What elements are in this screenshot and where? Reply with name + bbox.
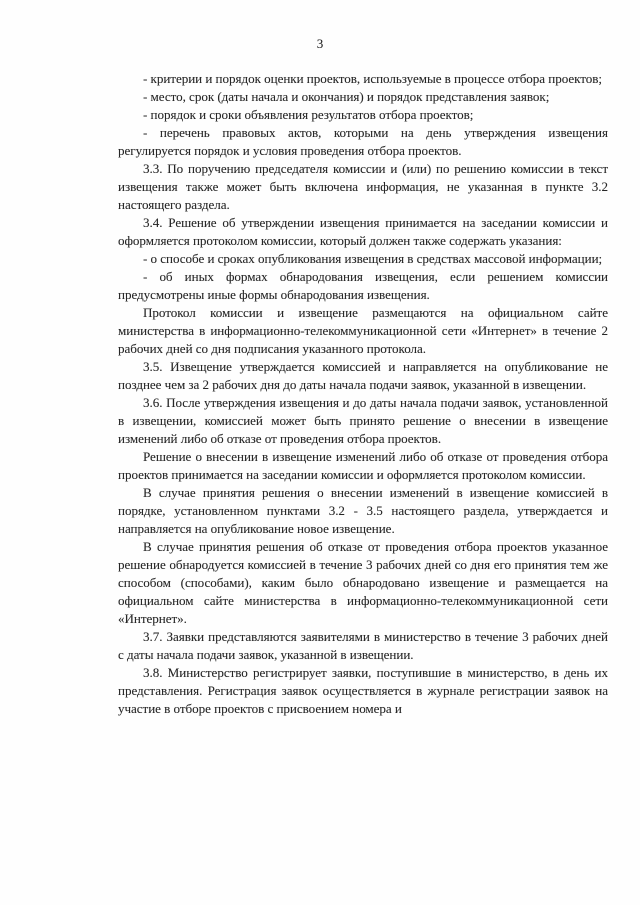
paragraph-submission-place: - место, срок (даты начала и окончания) и порядок представления заявок;	[143, 89, 550, 104]
paragraph-cancellation: В случае принятия решения об отказе от проведения отбора проектов указанное решение обнародуется комиссией в течение 3 рабочих дней со дня его принятия тем же способом (способами), каким было обнародовано извещение и размещается на официальном сайте министерства в информационно-телекоммуникационной сети «Интернет».	[118, 539, 608, 626]
paragraph-3-8: 3.8. Министерство регистрирует заявки, поступившие в министерство, в день их представления. Регистрация заявок осуществляется в журнале регистрации заявок на участие в отборе проектов с присвоением номера и	[118, 665, 608, 716]
paragraph-other-forms: - об иных формах обнародования извещения, если решением комиссии предусмотрены иные формы обнародования извещения.	[118, 269, 608, 302]
paragraph-changes-decision: Решение о внесении в извещение изменений либо об отказе от проведения отбора проектов принимается на заседании комиссии и оформляется протоколом комиссии.	[118, 449, 608, 482]
paragraph-3-5: 3.5. Извещение утверждается комиссией и направляется на опубликование не позднее чем за 2 рабочих дня до даты начала подачи заявок, указанной в извещении.	[118, 359, 608, 392]
paragraph-publication-method: - о способе и сроках опубликования извещения в средствах массовой информации;	[143, 251, 603, 266]
paragraph-legal-acts: - перечень правовых актов, которыми на день утверждения извещения регулируется порядок и условия проведения отбора проектов.	[118, 125, 608, 158]
paragraph-3-3: 3.3. По поручению председателя комиссии и (или) по решению комиссии в текст извещения также может быть включена информация, не указанная в пункте 3.2 настоящего раздела.	[118, 161, 608, 212]
paragraph-protocol-posting: Протокол комиссии и извещение размещаются на официальном сайте министерства в информационно-телекоммуникационной сети «Интернет» в течение 2 рабочих дней со дня подписания указанного протокола.	[118, 305, 608, 356]
document-body	[118, 70, 608, 718]
paragraph-3-6: 3.6. После утверждения извещения и до даты начала подачи заявок, установленной в извещении, комиссией может быть принято решение о внесении в извещение изменений либо об отказе от проведения отбора проектов.	[118, 395, 608, 446]
paragraph-new-notice: В случае принятия решения о внесении изменений в извещение комиссией в порядке, установленном пунктами 3.2 - 3.5 настоящего раздела, утверждается и направляется на опубликование новое извещение.	[118, 485, 608, 536]
paragraph-3-4: 3.4. Решение об утверждении извещения принимается на заседании комиссии и оформляется протоколом комиссии, который должен также содержать указания:	[118, 215, 608, 248]
page-number: 3	[316, 36, 324, 51]
paragraph-results-announcement: - порядок и сроки объявления результатов отбора проектов;	[143, 107, 474, 122]
paragraph-3-7: 3.7. Заявки представляются заявителями в министерство в течение 3 рабочих дней с даты начала подачи заявок, указанной в извещении.	[118, 629, 608, 662]
paragraph-criteria: - критерии и порядок оценки проектов, используемые в процессе отбора проектов;	[143, 71, 603, 86]
